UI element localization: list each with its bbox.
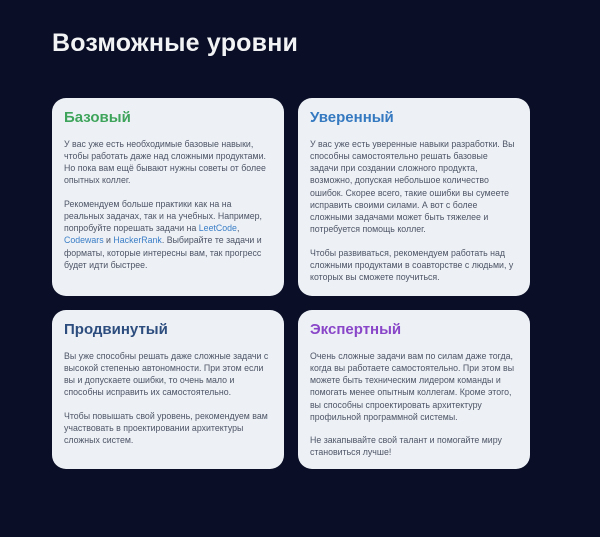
card-body-advanced: [64, 350, 272, 447]
card-title-confident: Уверенный: [310, 109, 394, 126]
card-paragraph: [64, 198, 272, 271]
levels-grid: [52, 98, 530, 469]
text-segment: Рекомендуем больше практики как на на реальных задачах, так и на учебных. Например, попробуйте порешать задачи на: [64, 198, 262, 234]
level-card-expert: [298, 310, 530, 469]
card-paragraph: [64, 410, 272, 447]
text-segment: У вас уже есть необходимые базовые навыки, чтобы работать даже над сложными продуктами. Но пока вам ещё бывают нужны советы от более опытных коллег.: [64, 138, 266, 186]
level-card-confident: [298, 98, 530, 296]
card-body-basic: [64, 138, 272, 271]
text-segment: ,: [236, 223, 240, 234]
card-paragraph: [310, 434, 518, 458]
card-title-advanced: Продвинутый: [64, 321, 168, 338]
link-leetcode[interactable]: LeetCode: [198, 223, 237, 234]
card-paragraph: [64, 350, 272, 399]
text-segment: Вы уже способны решать даже сложные задачи с высокой степенью автономности. При этом если вы и допускаете ошибки, то очень мало и способны исправить их самостоятельно.: [64, 350, 269, 398]
page-title: Возможные уровни: [52, 29, 299, 57]
link-codewars[interactable]: Codewars: [64, 235, 104, 246]
card-paragraph: [310, 350, 518, 423]
text-segment: У вас уже есть уверенные навыки разработки. Вы способны самостоятельно решать базовые задачи при создании сложного продукта, возможно, допуская небольшое количество ошибок. Скорее всего, такие ошибки вы сумеете исправить своими силами. А вот с более сложными задачами может быть тяжелее и потребуется помощь коллег.: [310, 138, 515, 235]
card-body-expert: [310, 350, 518, 459]
text-segment: Чтобы развиваться, рекомендуем работать над сложными продуктами в соавторстве с людьми, у которых вы сможете поучиться.: [310, 247, 514, 282]
text-segment: Не закапывайте свой талант и помогайте миру становиться лучше!: [310, 435, 502, 458]
card-title-basic: Базовый: [64, 109, 131, 126]
text-segment: . Выбирайте те задачи и форматы, которые интересны вам, так прогресс будет идти быстрее.: [64, 235, 262, 270]
link-hackerrank[interactable]: HackerRank: [113, 235, 162, 246]
card-title-expert: Экспертный: [310, 321, 402, 338]
text-segment: и: [103, 235, 114, 246]
text-segment: Чтобы повышать свой уровень, рекомендуем вам участвовать в проектировании архитектуры сложных систем.: [64, 410, 268, 446]
level-card-advanced: [52, 310, 284, 469]
card-paragraph: [64, 138, 272, 187]
card-paragraph: [310, 247, 518, 284]
level-card-basic: [52, 98, 284, 296]
text-segment: Очень сложные задачи вам по силам даже тогда, когда вы работаете самостоятельно. При этом вы можете быть техническим лидером команды и помогать менее опытным коллегам. Кроме этого, вы способны спроектировать архитектуру профильной программной системы.: [310, 350, 515, 422]
card-body-confident: [310, 138, 518, 283]
card-paragraph: [310, 138, 518, 236]
